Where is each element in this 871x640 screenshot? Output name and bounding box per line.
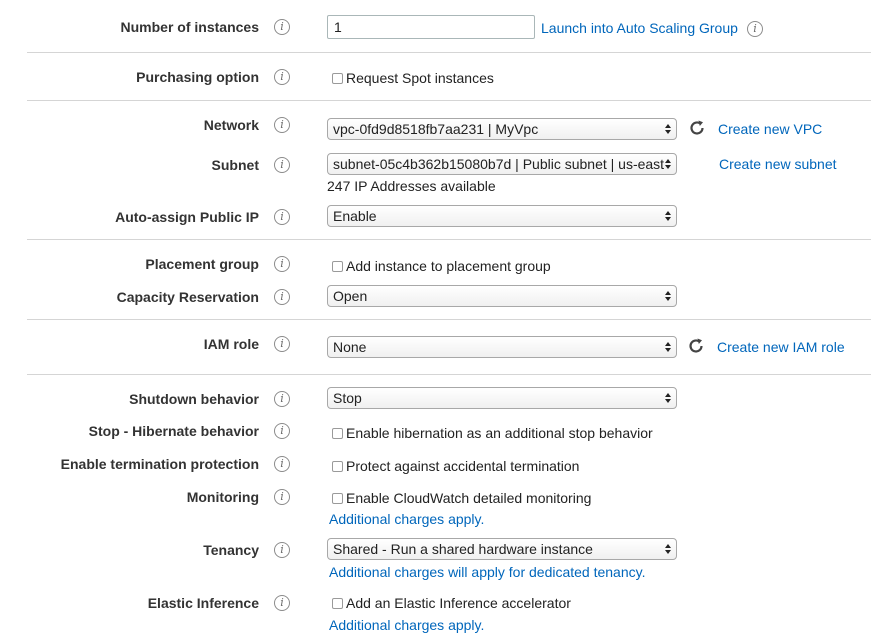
launch-asg-link[interactable]: Launch into Auto Scaling Group: [541, 20, 738, 36]
select-arrows-icon: [664, 209, 672, 223]
info-icon[interactable]: i: [274, 19, 290, 35]
info-icon[interactable]: i: [747, 21, 763, 37]
elastic-inference-checkbox[interactable]: [332, 598, 343, 609]
tenancy-charges-link[interactable]: Additional charges will apply for dedicated tenancy.: [329, 564, 646, 580]
shutdown-behavior-select-value: Stop: [333, 390, 362, 406]
cloudwatch-monitoring-checkbox-label: Enable CloudWatch detailed monitoring: [346, 490, 592, 506]
info-icon[interactable]: i: [274, 391, 290, 407]
info-icon[interactable]: i: [274, 209, 290, 225]
network-select[interactable]: [327, 118, 677, 140]
refresh-icon[interactable]: [687, 337, 705, 355]
placement-group-label: Placement group: [145, 256, 259, 272]
spot-instances-label: Request Spot instances: [346, 70, 494, 86]
info-icon[interactable]: i: [274, 336, 290, 352]
divider: [27, 239, 871, 240]
public-ip-select-value: Enable: [333, 208, 377, 224]
number-of-instances-input[interactable]: [327, 15, 535, 39]
divider: [27, 374, 871, 375]
create-iam-role-link[interactable]: Create new IAM role: [717, 339, 845, 355]
elastic-inference-label: Elastic Inference: [147, 595, 259, 611]
number-of-instances-label: Number of instances: [120, 19, 259, 35]
elastic-inference-charges-link[interactable]: Additional charges apply.: [329, 617, 485, 633]
select-arrows-icon: [664, 542, 672, 556]
select-arrows-icon: [664, 340, 672, 354]
info-icon[interactable]: i: [274, 69, 290, 85]
ip-available-text: 247 IP Addresses available: [327, 178, 496, 194]
network-label: Network: [203, 117, 259, 133]
create-vpc-link[interactable]: Create new VPC: [718, 121, 823, 137]
create-subnet-link[interactable]: Create new subnet: [719, 156, 837, 172]
info-icon[interactable]: i: [274, 489, 290, 505]
subnet-select-value: subnet-05c4b362b15080b7d | Public subnet | us-east: [333, 156, 665, 172]
divider: [27, 100, 871, 101]
info-icon[interactable]: i: [274, 157, 290, 173]
divider: [27, 319, 871, 320]
purchasing-option-label: Purchasing option: [136, 69, 259, 85]
spot-instances-checkbox[interactable]: [332, 73, 343, 84]
monitoring-charges-link[interactable]: Additional charges apply.: [329, 511, 485, 527]
info-icon[interactable]: i: [274, 117, 290, 133]
divider: [27, 52, 871, 53]
capacity-reservation-label: Capacity Reservation: [116, 289, 259, 305]
iam-role-select[interactable]: [327, 336, 677, 358]
subnet-select[interactable]: [327, 153, 677, 175]
shutdown-behavior-label: Shutdown behavior: [129, 391, 259, 407]
termination-protection-label: Enable termination protection: [60, 456, 259, 472]
hibernation-checkbox[interactable]: [332, 428, 343, 439]
capacity-reservation-select[interactable]: [327, 285, 677, 307]
info-icon[interactable]: i: [274, 289, 290, 305]
refresh-icon[interactable]: [688, 119, 706, 137]
public-ip-select[interactable]: [327, 205, 677, 227]
info-icon[interactable]: i: [274, 456, 290, 472]
tenancy-select-value: Shared - Run a shared hardware instance: [333, 541, 593, 557]
hibernation-checkbox-label: Enable hibernation as an additional stop behavior: [346, 425, 653, 441]
termination-protection-checkbox-label: Protect against accidental termination: [346, 458, 580, 474]
elastic-inference-checkbox-label: Add an Elastic Inference accelerator: [346, 595, 571, 611]
iam-role-label: IAM role: [203, 336, 259, 352]
monitoring-label: Monitoring: [186, 489, 259, 505]
capacity-reservation-select-value: Open: [333, 288, 368, 304]
network-select-value: vpc-0fd9d8518fb7aa231 | MyVpc: [333, 121, 539, 137]
info-icon[interactable]: i: [274, 595, 290, 611]
placement-group-checkbox[interactable]: [332, 261, 343, 272]
shutdown-behavior-select[interactable]: [327, 387, 677, 409]
termination-protection-checkbox[interactable]: [332, 461, 343, 472]
subnet-label: Subnet: [211, 157, 259, 173]
iam-role-select-value: None: [333, 339, 367, 355]
cloudwatch-monitoring-checkbox[interactable]: [332, 493, 343, 504]
auto-assign-public-ip-label: Auto-assign Public IP: [115, 209, 259, 225]
tenancy-select[interactable]: [327, 538, 677, 560]
select-arrows-icon: [664, 157, 672, 171]
placement-group-checkbox-label: Add instance to placement group: [346, 258, 551, 274]
select-arrows-icon: [664, 289, 672, 303]
select-arrows-icon: [664, 391, 672, 405]
tenancy-label: Tenancy: [203, 542, 259, 558]
info-icon[interactable]: i: [274, 542, 290, 558]
info-icon[interactable]: i: [274, 423, 290, 439]
info-icon[interactable]: i: [274, 256, 290, 272]
hibernate-behavior-label: Stop - Hibernate behavior: [88, 423, 259, 439]
select-arrows-icon: [664, 122, 672, 136]
